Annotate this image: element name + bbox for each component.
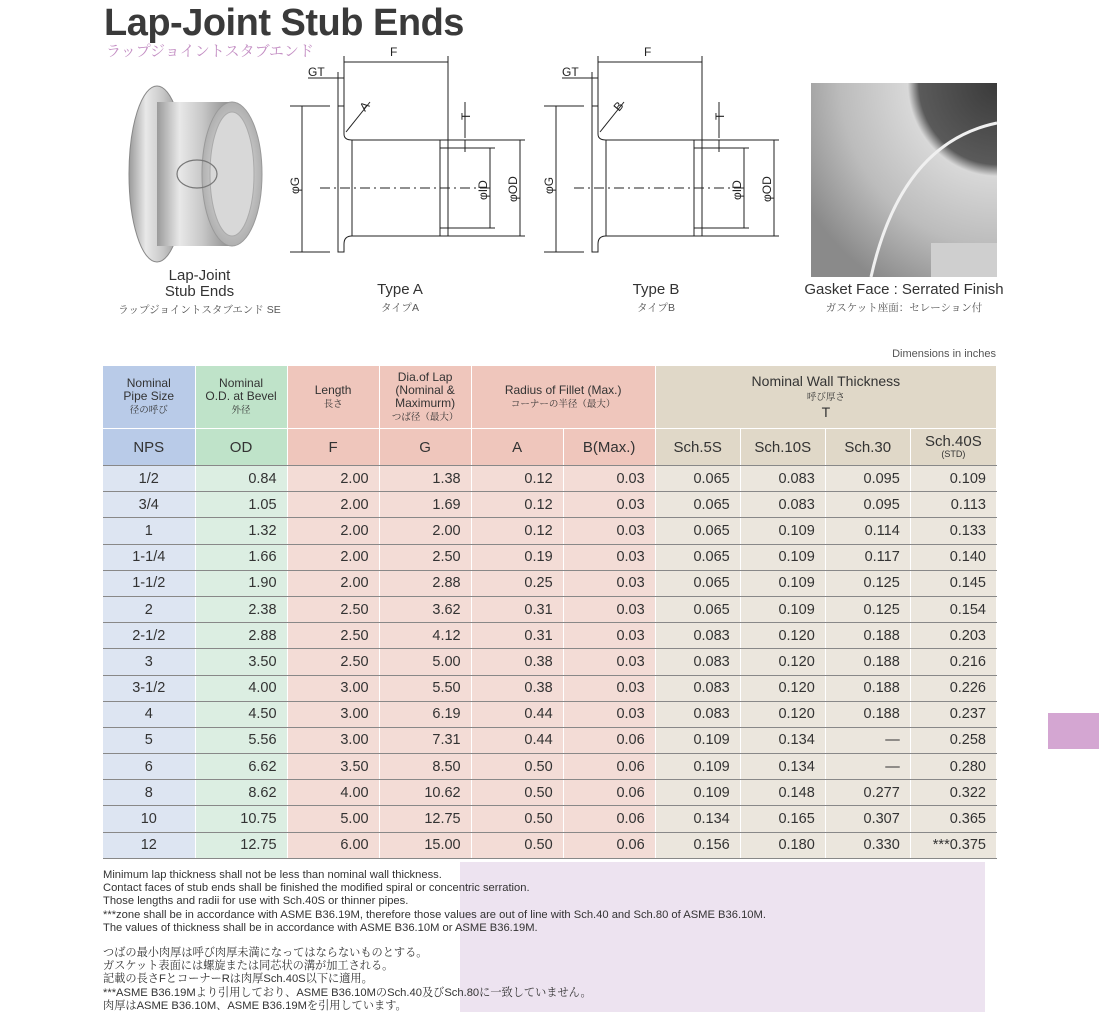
- cell-g: 4.12: [379, 623, 471, 649]
- cell-a: 0.38: [471, 649, 563, 675]
- cell-nps: 12: [103, 832, 195, 858]
- cell-g: 6.19: [379, 701, 471, 727]
- cell-b: 0.03: [563, 544, 655, 570]
- col-f: F: [287, 429, 379, 466]
- type-a-caption-en: Type A: [377, 281, 423, 298]
- type-a-drawing: [290, 42, 530, 264]
- type-b-f-label: F: [644, 45, 652, 59]
- cell-sch30: 0.125: [825, 570, 910, 596]
- cell-sch5s: 0.109: [655, 780, 740, 806]
- cell-b: 0.03: [563, 518, 655, 544]
- note-jp-5: 肉厚はASME B36.10M、ASME B36.19Mを引用しています。: [103, 999, 407, 1012]
- cell-sch40s: 0.322: [910, 780, 996, 806]
- table-row: [103, 780, 997, 806]
- cell-sch30: 0.188: [825, 701, 910, 727]
- cell-g: 12.75: [379, 806, 471, 832]
- cell-a: 0.44: [471, 727, 563, 753]
- type-a-gt-label: GT: [308, 65, 325, 79]
- note-en-5: The values of thickness shall be in accordance with ASME B36.10M or ASME B36.19M.: [103, 921, 538, 934]
- cell-sch10s: 0.083: [740, 466, 825, 492]
- cell-g: 2.50: [379, 544, 471, 570]
- cell-sch5s: 0.134: [655, 806, 740, 832]
- cell-a: 0.50: [471, 806, 563, 832]
- table-row: [103, 832, 997, 858]
- cell-b: 0.03: [563, 466, 655, 492]
- col-a: A: [471, 429, 563, 466]
- cell-sch40s: 0.365: [910, 806, 996, 832]
- type-b-caption-jp: タイプB: [637, 302, 675, 314]
- type-b-t-label: T: [713, 112, 727, 120]
- cell-od: 1.32: [195, 518, 287, 544]
- cell-a: 0.12: [471, 518, 563, 544]
- cell-sch40s: 0.226: [910, 675, 996, 701]
- photo-caption: [112, 268, 287, 317]
- cell-sch30: 0.114: [825, 518, 910, 544]
- header-od: Nominal O.D. at Bevel 外径: [195, 366, 287, 429]
- cell-sch40s: 0.113: [910, 492, 996, 518]
- cell-nps: 8: [103, 780, 195, 806]
- col-sch10s: Sch.10S: [740, 429, 825, 466]
- cell-f: 4.00: [287, 780, 379, 806]
- cell-g: 5.00: [379, 649, 471, 675]
- cell-g: 2.88: [379, 570, 471, 596]
- cell-nps: 1: [103, 518, 195, 544]
- cell-sch40s: 0.237: [910, 701, 996, 727]
- type-b-od-label: φOD: [760, 176, 774, 202]
- cell-od: 4.00: [195, 675, 287, 701]
- gasket-caption-en: Gasket Face : Serrated Finish: [804, 281, 1004, 298]
- cell-b: 0.06: [563, 727, 655, 753]
- cell-f: 6.00: [287, 832, 379, 858]
- header-dia-of-lap: Dia.of Lap (Nominal & Maximurm) つば径（最大）: [379, 366, 471, 429]
- cell-a: 0.31: [471, 596, 563, 622]
- cell-sch5s: 0.065: [655, 544, 740, 570]
- table-row: [103, 727, 997, 753]
- cell-sch30: 0.188: [825, 649, 910, 675]
- gasket-caption: [798, 282, 1010, 315]
- cell-b: 0.03: [563, 596, 655, 622]
- type-a-t-label: T: [459, 112, 473, 120]
- table-row: [103, 596, 997, 622]
- cell-od: 10.75: [195, 806, 287, 832]
- cell-sch5s: 0.083: [655, 623, 740, 649]
- cell-sch5s: 0.065: [655, 570, 740, 596]
- cell-od: 0.84: [195, 466, 287, 492]
- header-radius-of-fillet: Radius of Fillet (Max.) コーナーの半径（最大）: [471, 366, 655, 429]
- col-g: G: [379, 429, 471, 466]
- cell-sch10s: 0.120: [740, 675, 825, 701]
- cell-sch30: 0.188: [825, 675, 910, 701]
- cell-a: 0.25: [471, 570, 563, 596]
- cell-b: 0.03: [563, 701, 655, 727]
- cell-f: 3.00: [287, 727, 379, 753]
- cell-od: 1.66: [195, 544, 287, 570]
- cell-g: 7.31: [379, 727, 471, 753]
- cell-sch30: 0.188: [825, 623, 910, 649]
- section-tab-marker: [1048, 713, 1099, 749]
- note-en-1: Minimum lap thickness shall not be less than nominal wall thickness.: [103, 869, 442, 881]
- cell-sch30: 0.125: [825, 596, 910, 622]
- units-note: Dimensions in inches: [892, 348, 996, 360]
- table-row: [103, 649, 997, 675]
- type-b-caption: [596, 282, 716, 315]
- table-row: [103, 701, 997, 727]
- table-row: [103, 544, 997, 570]
- cell-sch40s: 0.216: [910, 649, 996, 675]
- cell-f: 2.00: [287, 466, 379, 492]
- cell-g: 10.62: [379, 780, 471, 806]
- col-sch40s: Sch.40S (STD): [910, 429, 996, 466]
- table-row: [103, 675, 997, 701]
- type-a-id-label: φID: [476, 180, 490, 200]
- cell-od: 6.62: [195, 754, 287, 780]
- cell-nps: 4: [103, 701, 195, 727]
- cell-a: 0.31: [471, 623, 563, 649]
- col-sch30: Sch.30: [825, 429, 910, 466]
- cell-g: 3.62: [379, 596, 471, 622]
- cell-f: 2.00: [287, 518, 379, 544]
- table-row: [103, 623, 997, 649]
- cell-od: 12.75: [195, 832, 287, 858]
- cell-a: 0.50: [471, 832, 563, 858]
- cell-g: 1.38: [379, 466, 471, 492]
- note-jp-4: ***ASME B36.19Mより引用しており、ASME B36.10MのSch.40及びSch.80に一致していません。: [103, 986, 592, 999]
- col-b: B(Max.): [563, 429, 655, 466]
- header-wall-thickness: Nominal Wall Thickness 呼び厚さ T: [655, 366, 996, 429]
- cell-g: 15.00: [379, 832, 471, 858]
- cell-sch40s: 0.258: [910, 727, 996, 753]
- cell-f: 2.50: [287, 596, 379, 622]
- cell-g: 2.00: [379, 518, 471, 544]
- cell-sch40s: 0.133: [910, 518, 996, 544]
- cell-sch5s: 0.109: [655, 727, 740, 753]
- photo-caption-line1: Lap-Joint: [168, 267, 231, 284]
- cell-sch5s: 0.083: [655, 701, 740, 727]
- gasket-face-photo: [811, 83, 997, 277]
- cell-sch40s: ***0.375: [910, 832, 996, 858]
- cell-nps: 6: [103, 754, 195, 780]
- cell-sch10s: 0.109: [740, 544, 825, 570]
- photo-caption-jp: ラップジョイントスタブエンド SE: [118, 304, 281, 316]
- cell-a: 0.38: [471, 675, 563, 701]
- type-a-g-label: φG: [288, 176, 302, 194]
- cell-nps: 5: [103, 727, 195, 753]
- cell-f: 2.50: [287, 623, 379, 649]
- cell-sch40s: 0.280: [910, 754, 996, 780]
- cell-sch30: 0.307: [825, 806, 910, 832]
- col-od: OD: [195, 429, 287, 466]
- page-subtitle: ラップジョイントスタブエンド: [106, 43, 314, 60]
- cell-b: 0.06: [563, 754, 655, 780]
- cell-nps: 10: [103, 806, 195, 832]
- cell-sch40s: 0.109: [910, 466, 996, 492]
- cell-b: 0.06: [563, 780, 655, 806]
- cell-sch5s: 0.065: [655, 596, 740, 622]
- cell-sch5s: 0.065: [655, 518, 740, 544]
- notes: [103, 869, 766, 1013]
- cell-od: 5.56: [195, 727, 287, 753]
- type-b-gt-label: GT: [562, 65, 579, 79]
- cell-sch10s: 0.083: [740, 492, 825, 518]
- cell-g: 1.69: [379, 492, 471, 518]
- cell-sch10s: 0.134: [740, 727, 825, 753]
- cell-sch30: 0.277: [825, 780, 910, 806]
- type-a-caption-jp: タイプA: [381, 302, 419, 314]
- cell-sch5s: 0.109: [655, 754, 740, 780]
- type-a-radius-label: A: [356, 98, 373, 114]
- cell-f: 3.00: [287, 675, 379, 701]
- type-b-drawing: [544, 42, 784, 264]
- cell-sch5s: 0.065: [655, 492, 740, 518]
- cell-od: 1.90: [195, 570, 287, 596]
- stub-end-photo: [112, 82, 272, 267]
- col-sch5s: Sch.5S: [655, 429, 740, 466]
- dimensions-table: [103, 366, 997, 859]
- cell-sch10s: 0.109: [740, 570, 825, 596]
- cell-sch10s: 0.109: [740, 518, 825, 544]
- header-nps: Nominal Pipe Size 径の呼び: [103, 366, 195, 429]
- type-a-f-label: F: [390, 45, 398, 59]
- cell-sch30: —: [825, 727, 910, 753]
- cell-b: 0.03: [563, 570, 655, 596]
- table-row: [103, 492, 997, 518]
- cell-sch5s: 0.156: [655, 832, 740, 858]
- cell-od: 4.50: [195, 701, 287, 727]
- cell-f: 3.00: [287, 701, 379, 727]
- cell-f: 2.50: [287, 649, 379, 675]
- cell-sch40s: 0.145: [910, 570, 996, 596]
- cell-f: 3.50: [287, 754, 379, 780]
- cell-b: 0.06: [563, 806, 655, 832]
- cell-a: 0.50: [471, 780, 563, 806]
- cell-nps: 3-1/2: [103, 675, 195, 701]
- cell-f: 2.00: [287, 492, 379, 518]
- cell-sch30: 0.117: [825, 544, 910, 570]
- cell-sch40s: 0.203: [910, 623, 996, 649]
- cell-b: 0.03: [563, 649, 655, 675]
- cell-g: 5.50: [379, 675, 471, 701]
- cell-nps: 1-1/2: [103, 570, 195, 596]
- cell-f: 5.00: [287, 806, 379, 832]
- cell-a: 0.12: [471, 492, 563, 518]
- cell-b: 0.03: [563, 492, 655, 518]
- type-b-g-label: φG: [542, 176, 556, 194]
- cell-a: 0.19: [471, 544, 563, 570]
- table-header-row-1: [103, 366, 997, 429]
- cell-f: 2.00: [287, 570, 379, 596]
- cell-nps: 2: [103, 596, 195, 622]
- cell-b: 0.03: [563, 623, 655, 649]
- type-a-caption: [340, 282, 460, 315]
- cell-sch40s: 0.140: [910, 544, 996, 570]
- cell-a: 0.12: [471, 466, 563, 492]
- type-a-od-label: φOD: [506, 176, 520, 202]
- cell-sch30: —: [825, 754, 910, 780]
- cell-sch30: 0.330: [825, 832, 910, 858]
- header-length: Length 長さ: [287, 366, 379, 429]
- cell-b: 0.06: [563, 832, 655, 858]
- note-en-2: Contact faces of stub ends shall be finished the modified spiral or concentric serration.: [103, 882, 530, 895]
- cell-sch10s: 0.109: [740, 596, 825, 622]
- cell-sch10s: 0.180: [740, 832, 825, 858]
- type-b-caption-en: Type B: [632, 281, 680, 298]
- cell-nps: 3/4: [103, 492, 195, 518]
- cell-sch30: 0.095: [825, 492, 910, 518]
- gasket-caption-jp: ガスケット座面：セレーション付: [825, 302, 983, 314]
- table-row: [103, 806, 997, 832]
- cell-f: 2.00: [287, 544, 379, 570]
- table-row: [103, 466, 997, 492]
- cell-sch10s: 0.120: [740, 649, 825, 675]
- cell-sch10s: 0.120: [740, 701, 825, 727]
- type-b-radius-label: B: [610, 98, 627, 114]
- page-title: Lap-Joint Stub Ends: [104, 2, 464, 44]
- cell-od: 8.62: [195, 780, 287, 806]
- cell-od: 2.88: [195, 623, 287, 649]
- note-jp-1: つばの最小肉厚は呼び肉厚未満になってはならないものとする。: [103, 947, 428, 960]
- cell-sch10s: 0.120: [740, 623, 825, 649]
- cell-b: 0.03: [563, 675, 655, 701]
- cell-sch10s: 0.148: [740, 780, 825, 806]
- table-header-row-2: [103, 429, 997, 466]
- cell-nps: 2-1/2: [103, 623, 195, 649]
- cell-sch10s: 0.134: [740, 754, 825, 780]
- cell-sch10s: 0.165: [740, 806, 825, 832]
- note-jp-2: ガスケット表面には螺旋または同芯状の溝が加工される。: [103, 960, 394, 973]
- cell-sch5s: 0.083: [655, 649, 740, 675]
- cell-nps: 3: [103, 649, 195, 675]
- photo-caption-line2: Stub Ends: [164, 283, 235, 300]
- cell-nps: 1/2: [103, 466, 195, 492]
- note-en-3: Those lengths and radii for use with Sch.40S or thinner pipes.: [103, 895, 409, 908]
- cell-g: 8.50: [379, 754, 471, 780]
- cell-od: 1.05: [195, 492, 287, 518]
- cell-sch5s: 0.083: [655, 675, 740, 701]
- col-nps: NPS: [103, 429, 195, 466]
- cell-od: 3.50: [195, 649, 287, 675]
- cell-a: 0.50: [471, 754, 563, 780]
- cell-a: 0.44: [471, 701, 563, 727]
- type-b-id-label: φID: [730, 180, 744, 200]
- note-jp-3: 記載の長さFとコーナーRは肉厚Sch.40S以下に適用。: [103, 973, 373, 986]
- cell-sch5s: 0.065: [655, 466, 740, 492]
- cell-sch30: 0.095: [825, 466, 910, 492]
- table-row: [103, 570, 997, 596]
- note-en-4: ***zone shall be in accordance with ASME B36.19M, therefore those values are out of line with Sch.40 and Sch.80 of ASME B36.10M.: [103, 908, 766, 921]
- cell-nps: 1-1/4: [103, 544, 195, 570]
- cell-od: 2.38: [195, 596, 287, 622]
- table-row: [103, 754, 997, 780]
- table-row: [103, 518, 997, 544]
- cell-sch40s: 0.154: [910, 596, 996, 622]
